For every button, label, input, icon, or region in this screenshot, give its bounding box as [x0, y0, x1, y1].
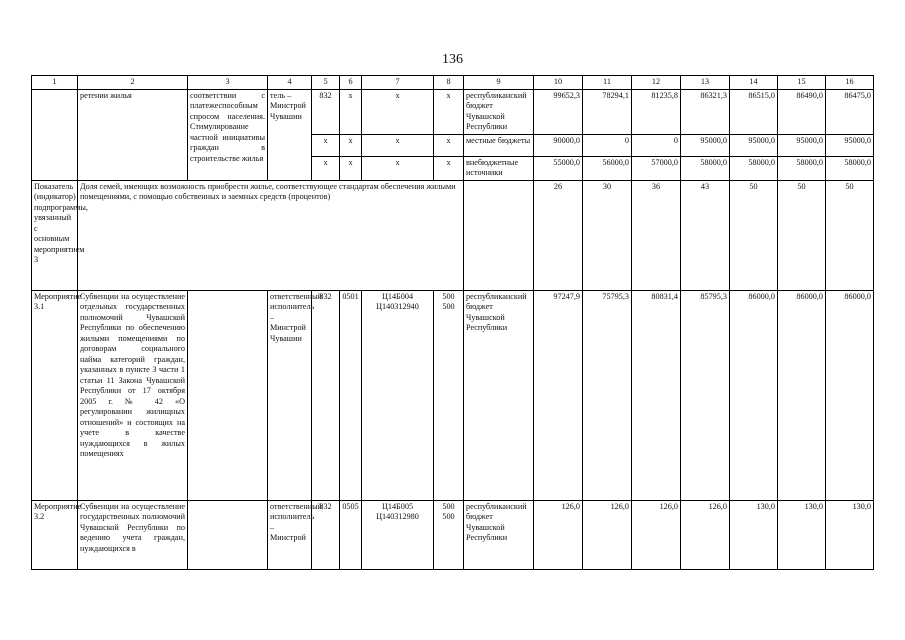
value-cell: 86490,0 [778, 89, 826, 134]
value-cell: 95000,0 [826, 134, 874, 156]
value-cell: 86000,0 [826, 290, 874, 500]
header-cell: 12 [632, 76, 681, 90]
indicator-value-cell: 43 [681, 180, 730, 290]
value-cell: 95000,0 [778, 134, 826, 156]
table-row [32, 89, 874, 134]
budget-table [31, 75, 874, 570]
value-cell: 58000,0 [778, 156, 826, 180]
funding-source-cell: местные бюджеты [464, 134, 534, 156]
code-line: Ц14Б004 [381, 291, 414, 301]
activity-name-cell: Субвенции на осуществление государственных полномочий Чувашской Республики по ведению учета граждан, нуждающихся в [78, 500, 188, 569]
code-cell: x [362, 134, 434, 156]
value-cell: 86515,0 [730, 89, 778, 134]
header-cell: 3 [188, 76, 268, 90]
activity-goal-cell: соответствии с платежеспособным спросом населения. Стимулирование частной инициативы граждан в строительстве жилья [188, 89, 268, 180]
page-number: 136 [442, 52, 463, 67]
value-cell: 126,0 [681, 500, 730, 569]
code-cell: x [362, 156, 434, 180]
header-cell: 8 [434, 76, 464, 90]
header-cell: 15 [778, 76, 826, 90]
value-cell: 57000,0 [632, 156, 681, 180]
code-cell: x [340, 89, 362, 134]
code-cell: x [434, 156, 464, 180]
indicator-row [32, 180, 874, 290]
indicator-text-cell: Доля семей, имеющих возможность приобрести жилье, соответствующее стандартам обеспечения жилыми помещениями, с помощью собственных и заемных средств (процентов) [78, 180, 464, 290]
header-cell: 16 [826, 76, 874, 90]
funding-source-cell: внебюджетные источники [464, 156, 534, 180]
code-cell: x [340, 156, 362, 180]
indicator-value-cell: 36 [632, 180, 681, 290]
header-cell: 13 [681, 76, 730, 90]
indicator-value-cell: 30 [583, 180, 632, 290]
code-line: 500 [442, 512, 455, 521]
funding-source-cell: республиканский бюджет Чувашской Республики [464, 500, 534, 569]
value-cell: 0 [632, 134, 681, 156]
value-cell: 85795,3 [681, 290, 730, 500]
empty-cell [464, 180, 534, 290]
value-cell: 55000,0 [534, 156, 583, 180]
indicator-value-cell: 50 [730, 180, 778, 290]
code-cell: x [362, 89, 434, 134]
activity-label-cell: Мероприятие 3.2 [32, 500, 78, 569]
funding-source-cell: республиканский бюджет Чувашской Республики [464, 89, 534, 134]
value-cell: 58000,0 [730, 156, 778, 180]
executor-cell: тель – Минстрой Чувашии [268, 89, 312, 180]
code-cell: 832 [312, 89, 340, 134]
expense-type-cell [434, 290, 464, 500]
value-cell: 90000,0 [534, 134, 583, 156]
indicator-value-cell: 50 [826, 180, 874, 290]
code-line: 500 [442, 302, 455, 311]
indicator-value-cell: 26 [534, 180, 583, 290]
value-cell: 58000,0 [826, 156, 874, 180]
value-cell: 86321,3 [681, 89, 730, 134]
activity-name-cell: Субвенции на осуществление отдельных государственных полномочий Чувашской Республики по обеспечению жилыми помещениями по договорам социального найма категорий граждан, указанных в пункте 3 части 1 статьи 11 Закона Чувашской Республики от 17 октября 2005 г. № 42 «О регулировании жилищных отношений» и состоящих на учете в качестве нуждающихся в жилых помещениях [78, 290, 188, 500]
value-cell: 126,0 [534, 500, 583, 569]
header-cell: 10 [534, 76, 583, 90]
code-cell: 832 [312, 290, 340, 500]
header-cell: 7 [362, 76, 434, 90]
value-cell: 126,0 [583, 500, 632, 569]
activity-row [32, 290, 874, 500]
activity-name-cell: ретении жилья [78, 89, 188, 180]
value-cell: 80831,4 [632, 290, 681, 500]
header-cell: 9 [464, 76, 534, 90]
code-cell: 0505 [340, 500, 362, 569]
header-cell: 14 [730, 76, 778, 90]
code-cell: x [312, 134, 340, 156]
header-cell: 6 [340, 76, 362, 90]
code-line: Ц140312940 [376, 302, 419, 311]
header-cell: 11 [583, 76, 632, 90]
value-cell: 95000,0 [730, 134, 778, 156]
empty-cell [188, 290, 268, 500]
activity-row [32, 500, 874, 569]
code-cell: x [434, 89, 464, 134]
value-cell: 75795,3 [583, 290, 632, 500]
value-cell: 81235,8 [632, 89, 681, 134]
code-cell: 832 [312, 500, 340, 569]
value-cell: 86000,0 [778, 290, 826, 500]
code-line: 500 [442, 501, 455, 511]
header-cell: 2 [78, 76, 188, 90]
code-cell: x [340, 134, 362, 156]
code-line: Ц140312980 [376, 512, 419, 521]
code-line: 500 [442, 291, 455, 301]
value-cell: 95000,0 [681, 134, 730, 156]
expense-type-cell [434, 500, 464, 569]
value-cell: 130,0 [730, 500, 778, 569]
executor-cell: ответственный исполнитель – Минстрой [268, 500, 312, 569]
code-line: Ц14Б005 [381, 501, 414, 511]
funding-source-cell: республиканский бюджет Чувашской Республики [464, 290, 534, 500]
value-cell: 56000,0 [583, 156, 632, 180]
indicator-value-cell: 50 [778, 180, 826, 290]
value-cell: 99652,3 [534, 89, 583, 134]
target-article-cell [362, 290, 434, 500]
header-cell: 1 [32, 76, 78, 90]
value-cell: 86475,0 [826, 89, 874, 134]
empty-cell [188, 500, 268, 569]
header-cell: 4 [268, 76, 312, 90]
code-cell: x [312, 156, 340, 180]
header-cell: 5 [312, 76, 340, 90]
value-cell: 0 [583, 134, 632, 156]
executor-cell: ответственный исполнитель – Минстрой Чувашии [268, 290, 312, 500]
target-article-cell [362, 500, 434, 569]
activity-label-cell: Мероприятие 3.1 [32, 290, 78, 500]
value-cell: 58000,0 [681, 156, 730, 180]
activity-label-cell [32, 89, 78, 180]
value-cell: 130,0 [826, 500, 874, 569]
header-row [32, 76, 874, 90]
value-cell: 130,0 [778, 500, 826, 569]
value-cell: 126,0 [632, 500, 681, 569]
value-cell: 97247,9 [534, 290, 583, 500]
value-cell: 86000,0 [730, 290, 778, 500]
code-cell: x [434, 134, 464, 156]
value-cell: 78294,1 [583, 89, 632, 134]
indicator-label-cell: Показатель (индикатор) подпрограммы, увязанный с основным мероприятием 3 [32, 180, 78, 290]
code-cell: 0501 [340, 290, 362, 500]
